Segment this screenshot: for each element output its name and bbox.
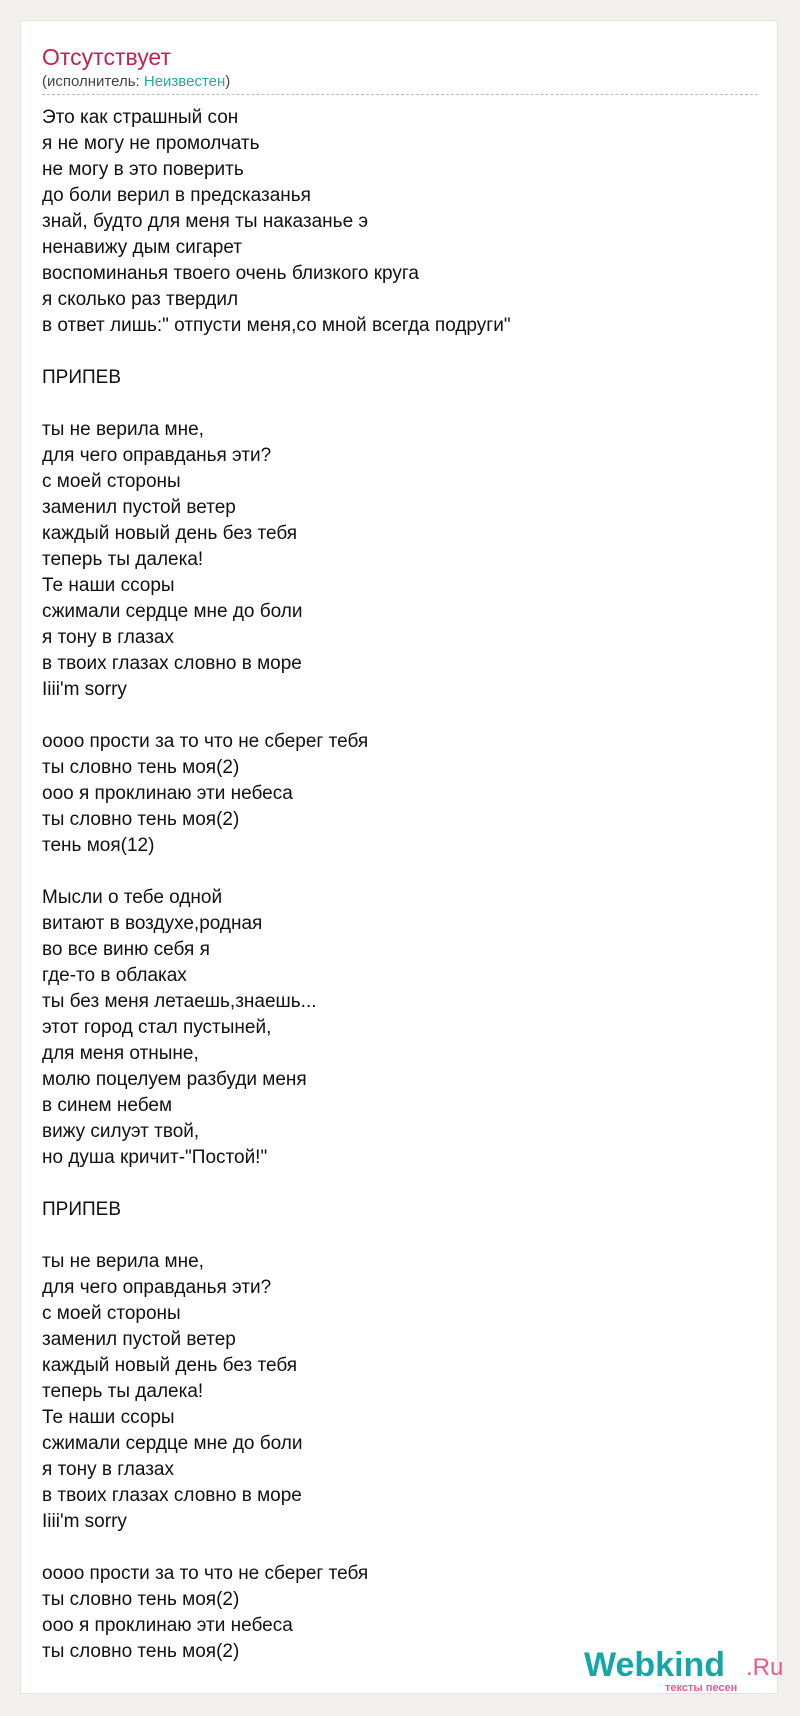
stanza-break — [42, 339, 742, 365]
performer-link[interactable]: Неизвестен — [143, 73, 226, 90]
lyric-line: ты не верила мне, — [42, 419, 204, 440]
lyric-line: я тону в глазах — [42, 1459, 174, 1480]
lyric-line: вижу силуэт твой, — [42, 1121, 200, 1142]
lyric-line: ооо я проклинаю эти небеса — [42, 1615, 293, 1636]
lyrics-body — [42, 105, 742, 1665]
lyric-line: молю поцелуем разбуди меня — [42, 1069, 307, 1090]
lyric-line: Iiii'm sorry — [42, 679, 127, 700]
performer-suffix: ) — [225, 73, 231, 90]
lyric-line: с моей стороны — [42, 471, 181, 492]
stanza-break — [42, 391, 742, 417]
lyric-line: заменил пустой ветер — [42, 1329, 236, 1350]
lyric-line: во все виню себя я — [42, 939, 210, 960]
stanza-break — [42, 1223, 742, 1249]
lyric-line: ты словно тень моя(2) — [42, 1641, 240, 1662]
lyric-line: сжимали сердце мне до боли — [42, 1433, 303, 1454]
lyric-line: для меня отныне, — [42, 1043, 199, 1064]
lyric-line: где-то в облаках — [42, 965, 187, 986]
site-logo[interactable] — [584, 1646, 784, 1696]
performer-line — [42, 72, 230, 92]
lyric-line: но душа кричит-"Постой!" — [42, 1147, 268, 1168]
lyric-line: в твоих глазах словно в море — [42, 653, 302, 674]
lyric-line: каждый новый день без тебя — [42, 1355, 298, 1376]
stanza-break — [42, 1535, 742, 1561]
lyric-line: для чего оправданья эти? — [42, 1277, 272, 1298]
lyric-line: каждый новый день без тебя — [42, 523, 298, 544]
song-title: Отсутствует — [42, 44, 171, 70]
lyric-line: я сколько раз твердил — [42, 289, 239, 310]
dashed-divider — [42, 94, 758, 95]
lyric-line: ты словно тень моя(2) — [42, 809, 240, 830]
song-card — [20, 20, 784, 1694]
lyric-line: Те наши ссоры — [42, 575, 175, 596]
lyric-line: ооо я проклинаю эти небеса — [42, 783, 293, 804]
lyric-line: теперь ты далека! — [42, 1381, 204, 1402]
lyric-line: витают в воздухе,родная — [42, 913, 263, 934]
lyric-line: Это как страшный сон — [42, 107, 239, 128]
lyric-line: ПРИПЕВ — [42, 1199, 121, 1220]
lyric-line: в синем небем — [42, 1095, 173, 1116]
lyric-line: ты словно тень моя(2) — [42, 757, 240, 778]
stanza-break — [42, 703, 742, 729]
lyric-line: ты не верила мне, — [42, 1251, 204, 1272]
lyric-line: воспоминанья твоего очень близкого круга — [42, 263, 419, 284]
lyric-line: ненавижу дым сигарет — [42, 237, 243, 258]
lyric-line: я не могу не промолчать — [42, 133, 260, 154]
lyric-line: не могу в это поверить — [42, 159, 244, 180]
lyric-line: с моей стороны — [42, 1303, 181, 1324]
lyric-line: в твоих глазах словно в море — [42, 1485, 302, 1506]
lyric-line: в ответ лишь:" отпусти меня,со мной всегда подруги" — [42, 315, 511, 336]
lyric-line: оооо прости за то что не сберег тебя — [42, 1563, 369, 1584]
stanza-break — [42, 859, 742, 885]
lyric-line: я тону в глазах — [42, 627, 174, 648]
lyric-line: оооо прости за то что не сберег тебя — [42, 731, 369, 752]
lyric-line: сжимали сердце мне до боли — [42, 601, 303, 622]
lyric-line: заменил пустой ветер — [42, 497, 236, 518]
lyric-line: Мысли о тебе одной — [42, 887, 223, 908]
lyric-line: знай, будто для меня ты наказанье э — [42, 211, 369, 232]
logo-tagline: тексты песен — [665, 1682, 738, 1694]
stanza-break — [42, 1171, 742, 1197]
lyric-line: ты без меня летаешь,знаешь... — [42, 991, 317, 1012]
lyric-line: Те наши ссоры — [42, 1407, 175, 1428]
logo-tld: .Ru — [746, 1654, 784, 1681]
lyric-line: этот город стал пустыней, — [42, 1017, 272, 1038]
logo-wordmark: Webkind — [584, 1646, 726, 1684]
lyric-line: Iiii'm sorry — [42, 1511, 127, 1532]
lyric-line: для чего оправданья эти? — [42, 445, 272, 466]
lyric-line: до боли верил в предсказанья — [42, 185, 311, 206]
lyric-line: тень моя(12) — [42, 835, 155, 856]
performer-prefix: (исполнитель: — [42, 73, 144, 90]
lyric-line: теперь ты далека! — [42, 549, 204, 570]
lyric-line: ПРИПЕВ — [42, 367, 121, 388]
lyric-line: ты словно тень моя(2) — [42, 1589, 240, 1610]
